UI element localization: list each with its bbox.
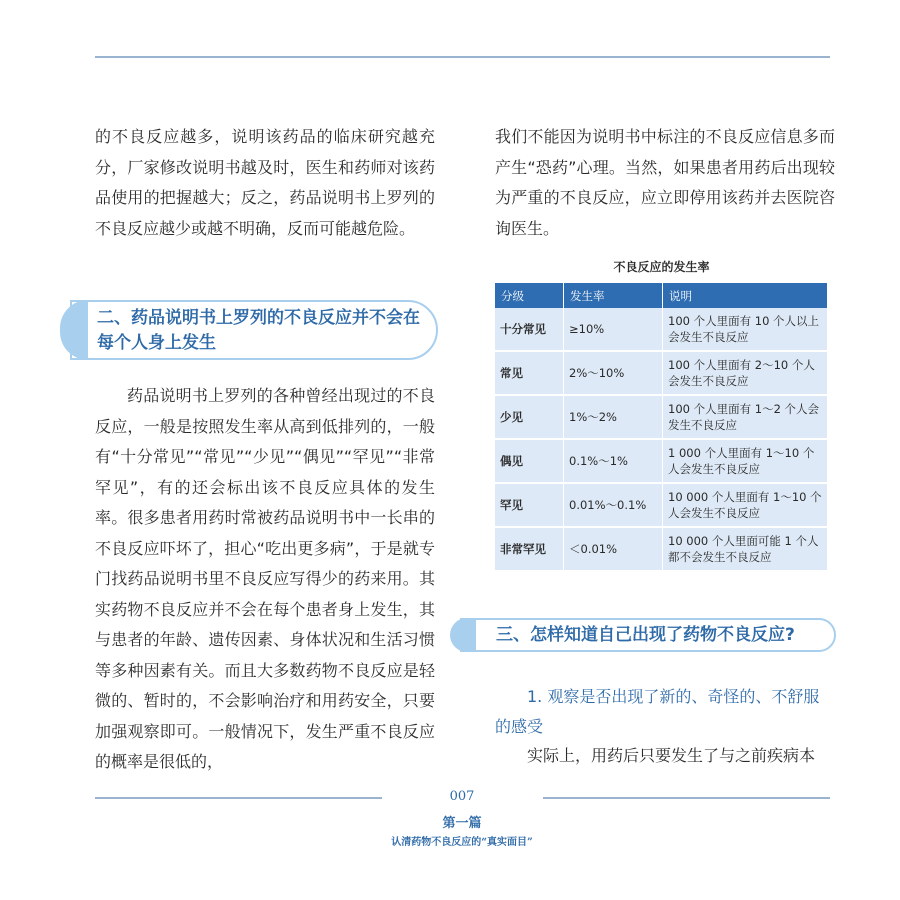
description-cell: 10 000 个人里面有 1～10 个人会发生不良反应 xyxy=(663,483,828,527)
column-header-description: 说明 xyxy=(663,283,828,308)
table-row xyxy=(495,351,828,395)
table-row xyxy=(495,308,828,351)
table-header-row xyxy=(495,283,828,308)
description-cell: 100 个人里面有 10 个人以上会发生不良反应 xyxy=(663,308,828,351)
part-subtitle: 认清药物不良反应的“真实面目” xyxy=(391,837,533,848)
table-row xyxy=(495,483,828,527)
rate-cell: 0.1%～1% xyxy=(564,439,663,483)
footer-rule-right xyxy=(543,797,830,799)
page-number: 007 xyxy=(449,789,475,804)
rate-cell: 0.01%～0.1% xyxy=(564,483,663,527)
heading-tab-decoration xyxy=(450,618,476,652)
right-intro-paragraph: 我们不能因为说明书中标注的不良反应信息多而产生“恐药”心理。当然，如果患者用药后出现较为严重的不良反应，应立即停用该药并去医院咨询医生。 xyxy=(495,127,835,238)
level-cell: 偶见 xyxy=(495,439,564,483)
adverse-reaction-rate-table xyxy=(495,283,828,572)
rate-cell: 1%～2% xyxy=(564,395,663,439)
level-cell: 常见 xyxy=(495,351,564,395)
level-cell: 罕见 xyxy=(495,483,564,527)
table-row xyxy=(495,439,828,483)
left-intro-paragraph: 的不良反应越多，说明该药品的临床研究越充分，厂家修改说明书越及时，医生和药师对该药品使用的把握越大；反之，药品说明书上罗列的不良反应越少或越不明确，反而可能越危险。 xyxy=(95,127,435,238)
rate-cell: ＜0.01% xyxy=(564,527,663,571)
section-2-heading-frame xyxy=(70,300,438,360)
level-cell: 少见 xyxy=(495,395,564,439)
section-3-heading-frame xyxy=(460,618,836,652)
rate-cell: 2%～10% xyxy=(564,351,663,395)
description-cell: 10 000 个人里面可能 1 个人都不会发生不良反应 xyxy=(663,527,828,571)
table-row xyxy=(495,527,828,571)
section-3-paragraph: 实际上，用药后只要发生了与之前疾病本 xyxy=(527,746,816,765)
section-2-body xyxy=(95,381,435,778)
left-column xyxy=(95,122,435,244)
description-cell: 1 000 个人里面有 1～10 个人会发生不良反应 xyxy=(663,439,828,483)
top-rule xyxy=(95,56,830,58)
column-header-level: 分级 xyxy=(495,283,564,308)
column-header-rate: 发生率 xyxy=(564,283,663,308)
section-2-heading: 二、药品说明书上罗列的不良反应并不会在每个人身上发生 xyxy=(97,308,420,353)
section-3-subheading: 1. 观察是否出现了新的、奇怪的、不舒服的感受 xyxy=(495,687,820,736)
heading-tab-decoration xyxy=(60,300,88,360)
level-cell: 非常罕见 xyxy=(495,527,564,571)
rate-cell: ≥10% xyxy=(564,308,663,351)
footer-rule-left xyxy=(95,797,382,799)
level-cell: 十分常见 xyxy=(495,308,564,351)
table-title: 不良反应的发生率 xyxy=(613,260,710,274)
table-row xyxy=(495,395,828,439)
section-2-paragraph: 药品说明书上罗列的各种曾经出现过的不良反应，一般是按照发生率从高到低排列的，一般有“十分常见”“常见”“少见”“偶见”“罕见”“非常罕见”，有的还会标出该不良反应具体的发生率。很多患者用药时常被药品说明书中一长串的不良反应吓坏了，担心“吃出更多病”，于是就专门找药品说明书里不良反应写得少的药来用。其实药物不良反应并不会在每个患者身上发生，其与患者的年龄、遗传因素、身体状况和生活习惯等多种因素有关。而且大多数药物不良反应是轻微的、暂时的，不会影响治疗和用药安全，只要加强观察即可。一般情况下，发生严重不良反应的概率是很低的， xyxy=(95,386,435,771)
right-column xyxy=(495,122,835,244)
section-3-body xyxy=(495,741,835,772)
section-3-heading: 三、怎样知道自己出现了药物不良反应? xyxy=(496,625,795,645)
description-cell: 100 个人里面有 2～10 个人会发生不良反应 xyxy=(663,351,828,395)
part-title: 第一篇 xyxy=(442,816,482,831)
description-cell: 100 个人里面有 1～2 个人会发生不良反应 xyxy=(663,395,828,439)
